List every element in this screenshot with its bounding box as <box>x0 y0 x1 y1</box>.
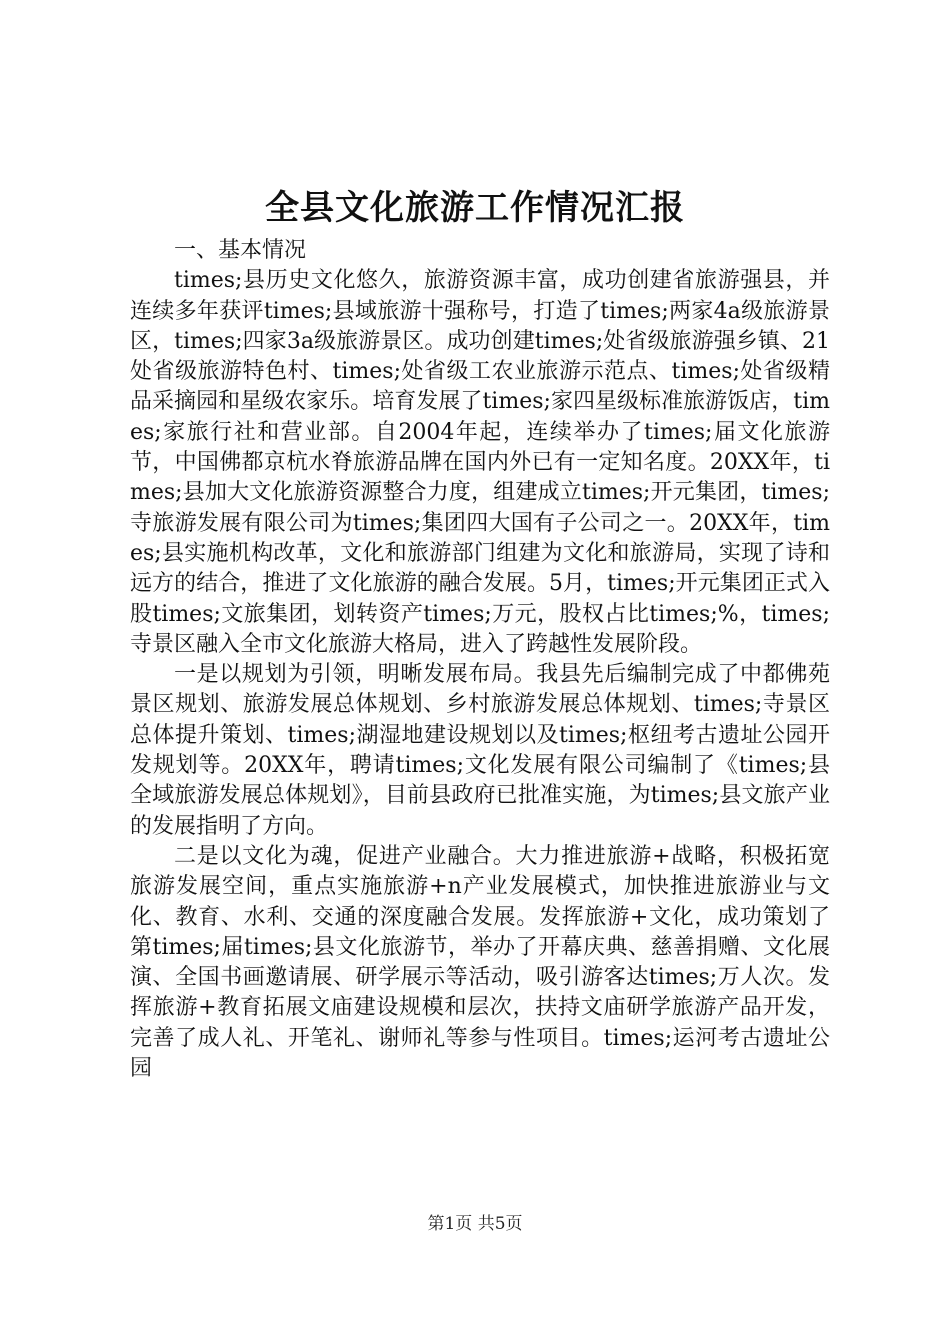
page-footer: 第1页 共5页 <box>427 1214 523 1234</box>
paragraph-culture-integration: 二是以文化为魂，促进产业融合。大力推进旅游+战略，积极拓宽旅游发展空间，重点实施旅游+n产业发展模式，加快推进旅游业与文化、教育、水利、交通的深度融合发展。发挥旅游+文化，成功策划了第times;届times;县文化旅游节，举办了开幕庆典、慈善捐赠、文化展演、全国书画邀请展、研学展示等活动，吸引游客达times;万人次。发挥旅游+教育拓展文庙建设规模和层次，扶持文庙研学旅游产品开发，完善了成人礼、开笔礼、谢师礼等参与性项目。times;运河考古遗址公园 <box>130 843 830 1082</box>
document-body <box>130 236 830 1084</box>
paragraph-basic-info: times;县历史文化悠久，旅游资源丰富，成功创建省旅游强县，并连续多年获评times;县域旅游十强称号，打造了times;两家4a级旅游景区，times;四家3a级旅游景区。成功创建times;处省级旅游强乡镇、21处省级旅游特色村、times;处省级工农业旅游示范点、times;处省级精品采摘园和星级农家乐。培育发展了times;家四星级标准旅游饭店，times;家旅行社和营业部。自2004年起，连续举办了times;届文化旅游节，中国佛都京杭水脊旅游品牌在国内外已有一定知名度。20XX年，times;县加大文化旅游资源整合力度，组建成立times;开元集团，times;寺旅游发展有限公司为times;集团四大国有子公司之一。20XX年，times;县实施机构改革，文化和旅游部门组建为文化和旅游局，实现了诗和远方的结合，推进了文化旅游的融合发展。5月，times;开元集团正式入股times;文旅集团，划转资产times;万元，股权占比times;%，times;寺景区融入全市文化旅游大格局，进入了跨越性发展阶段。 <box>130 268 830 657</box>
paragraph-planning: 一是以规划为引领，明晰发展布局。我县先后编制完成了中都佛苑景区规划、旅游发展总体规划、乡村旅游发展总体规划、times;寺景区总体提升策划、times;湖湿地建设规划以及times;枢纽考古遗址公园开发规划等。20XX年，聘请times;文化发展有限公司编制了《times;县全域旅游发展总体规划》，目前县政府已批准实施，为times;县文旅产业的发展指明了方向。 <box>130 662 830 839</box>
section-heading: 一、基本情况 <box>174 238 307 263</box>
document-title: 全县文化旅游工作情况汇报 <box>265 188 685 228</box>
